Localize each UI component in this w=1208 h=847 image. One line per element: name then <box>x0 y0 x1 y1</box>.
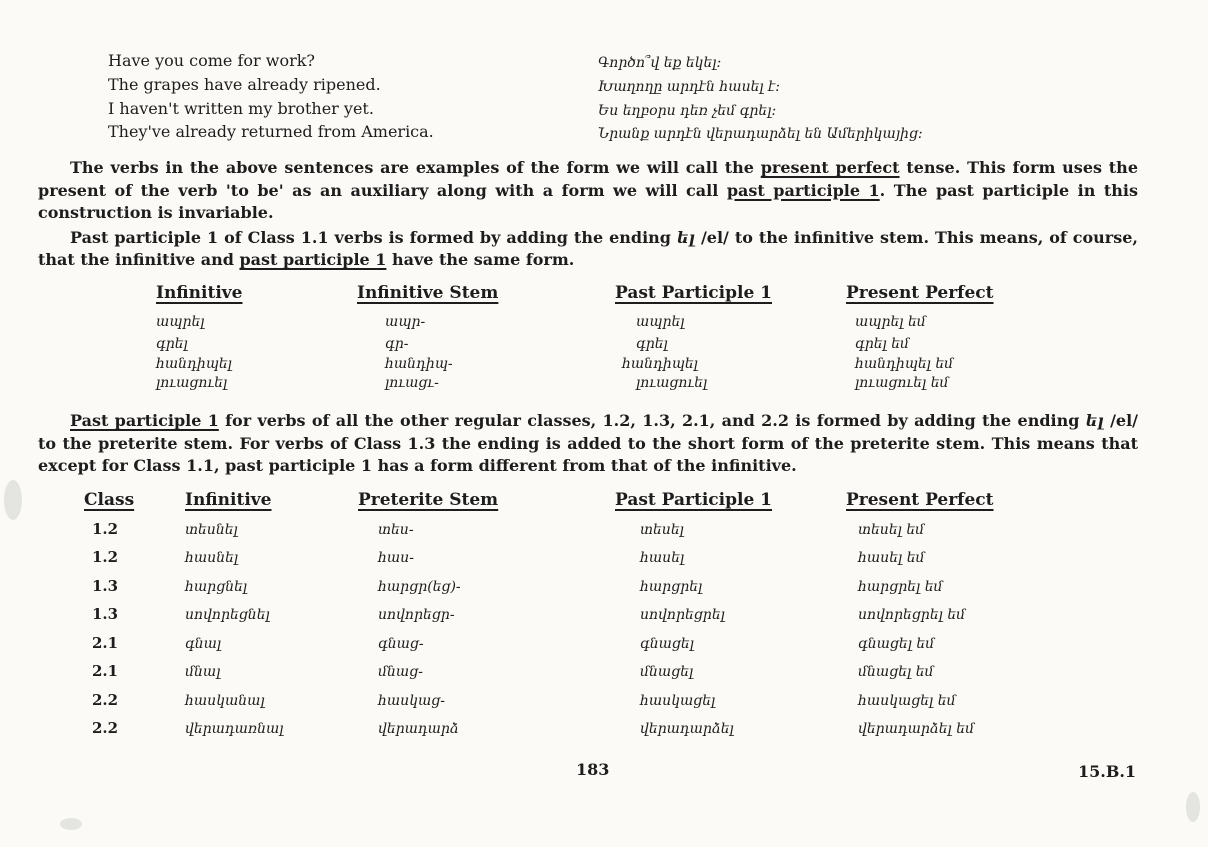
table-cell: գրել <box>636 336 668 352</box>
table-cell: հասկացել <box>640 693 716 709</box>
table-cell: հանդիպել <box>622 356 698 372</box>
table-cell: հասել <box>640 550 685 566</box>
column-header: Infinitive <box>185 490 272 510</box>
table-cell: վերադարձել <box>640 721 734 737</box>
class-number: 2.1 <box>92 634 119 652</box>
scan-speck <box>60 818 82 830</box>
term-present-perfect: present perfect <box>760 158 900 177</box>
example-english: The grapes have already ripened. <box>108 75 381 94</box>
example-armenian: Ես եղբօրս դեռ չեմ գրել։ <box>598 103 777 119</box>
table-cell: սովորեցրել <box>640 607 725 623</box>
column-header: Past Participle 1 <box>615 283 773 303</box>
table-cell: գրել <box>156 336 188 352</box>
table-cell: վերադարձ <box>378 721 459 737</box>
table-cell: գրել եմ <box>855 336 910 352</box>
example-armenian: Գործո՞վ եք եկել։ <box>598 55 722 71</box>
table-cell: մնացել <box>640 664 694 680</box>
table-cell: տեսել <box>640 522 684 538</box>
table-cell: վերադարձել եմ <box>858 721 975 737</box>
class-number: 1.3 <box>92 577 119 595</box>
column-header: Class <box>84 490 135 510</box>
text-span: The verbs in the above sentences are examples of the form we will call the <box>70 158 761 177</box>
example-armenian: Խաղողը արդէն հասել է։ <box>598 79 780 95</box>
column-header: Infinitive <box>156 283 243 303</box>
text-span: /el/ to the preterite stem. For verbs of Class 1.3 the ending is added to the short form of the preterite stem. This means that except for Class 1.1, past participle 1 has a form different from that of the infinitive. <box>38 411 1139 475</box>
table-cell: հարցրել <box>640 579 703 595</box>
table-cell: գնացել <box>640 636 694 652</box>
table-cell: մնաց- <box>378 664 423 680</box>
table-cell: լուացուել եմ <box>855 375 949 391</box>
example-english: Have you come for work? <box>108 51 316 70</box>
scan-speck <box>1186 792 1200 822</box>
table-cell: հարցր(եց)- <box>378 579 461 595</box>
table-cell: տեսնել <box>185 522 238 538</box>
example-english: They've already returned from America. <box>108 122 434 141</box>
class-number: 1.3 <box>92 605 119 623</box>
class-number: 2.2 <box>92 719 119 737</box>
section-label: 15.B.1 <box>1078 762 1137 781</box>
table-cell: հասել եմ <box>858 550 925 566</box>
table-cell: հանդիպ- <box>385 356 453 372</box>
class-number: 2.1 <box>92 662 119 680</box>
table-cell: հարցնել <box>185 579 248 595</box>
table-cell: լուացուել <box>636 375 708 391</box>
table-cell: ապրել եմ <box>855 314 926 330</box>
ending-armenian: ել <box>1085 411 1104 430</box>
term-past-participle: Past participle 1 <box>70 411 219 430</box>
text-span: . The past participle in this construction is invariable. <box>38 180 1138 222</box>
table-cell: հասկանալ <box>185 693 265 709</box>
table-cell: գնալ <box>185 636 222 652</box>
table-cell: լուացւ- <box>385 375 439 391</box>
table-cell: ապրել <box>636 314 685 330</box>
table-cell: տեսել եմ <box>858 522 925 538</box>
text-span: for verbs of all the other regular classes, 1.2, 1.3, 2.1, and 2.2 is formed by adding the ending <box>218 411 1086 430</box>
table-cell: հասկացել եմ <box>858 693 956 709</box>
explanation-paragraph <box>38 410 1138 478</box>
example-english: I haven't written my brother yet. <box>108 99 374 118</box>
table-cell: հանդիպել <box>156 356 232 372</box>
column-header: Infinitive Stem <box>357 283 499 303</box>
text-span: /el/ to the infinitive stem. This means, of course, that the infinitive and <box>38 227 1138 269</box>
example-armenian: Նրանք արդէն վերադարձել են Ամերիկայից։ <box>598 126 923 142</box>
column-header: Present Perfect <box>846 283 994 303</box>
table-cell: ապր- <box>385 314 426 330</box>
table-cell: հասնել <box>185 550 239 566</box>
table-cell: վերադառնալ <box>185 721 284 737</box>
column-header: Past Participle 1 <box>615 490 773 510</box>
table-cell: սովորեցր- <box>378 607 455 623</box>
table-cell: սովորեցնել <box>185 607 270 623</box>
scan-speck <box>4 480 22 520</box>
table-cell: հարցրել եմ <box>858 579 943 595</box>
table-cell: սովորեցրել եմ <box>858 607 966 623</box>
text-span: Past participle 1 of Class 1.1 verbs is formed by adding the ending <box>70 227 677 247</box>
table-cell: հաս- <box>378 550 414 566</box>
table-cell: մնալ <box>185 664 221 680</box>
term-past-participle: past participle 1 <box>726 180 880 200</box>
table-cell: ապրել <box>156 314 205 330</box>
explanation-paragraph <box>38 157 1138 272</box>
table-cell: տես- <box>378 522 414 538</box>
table-cell: լուացուել <box>156 375 228 391</box>
table-cell: հասկաց- <box>378 693 445 709</box>
text-span: have the same form. <box>386 250 575 269</box>
class-number: 1.2 <box>92 548 119 566</box>
table-cell: գնացել եմ <box>858 636 935 652</box>
term-past-participle: past participle 1 <box>239 250 387 269</box>
table-cell: գնաց- <box>378 636 424 652</box>
class-number: 2.2 <box>92 691 119 709</box>
table-cell: հանդիպել եմ <box>855 356 954 372</box>
class-number: 1.2 <box>92 520 119 538</box>
page-number: 183 <box>576 760 610 779</box>
table-cell: գր- <box>385 336 409 352</box>
column-header: Present Perfect <box>846 490 994 510</box>
text-span: tense. This form uses the present of the verb 'to be' as an auxiliary along with a form we will call <box>38 158 1138 200</box>
column-header: Preterite Stem <box>358 490 499 510</box>
ending-armenian: ել <box>676 227 695 247</box>
table-cell: մնացել եմ <box>858 664 934 680</box>
